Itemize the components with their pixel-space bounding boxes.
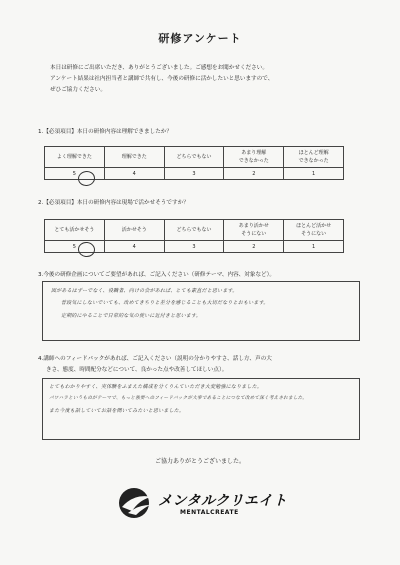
q2-option: とても活かせそう [45, 220, 105, 241]
q2-score-5[interactable]: 5 [45, 241, 105, 253]
q2-label: 2.【必須項目】本日の研修内容は現場で活かせそうですか？ [38, 200, 189, 206]
q4-answer-line: また今度も話していてお話を聞いてみたいと思いました。 [49, 408, 185, 414]
q2-score-2[interactable]: 2 [224, 241, 284, 253]
q4-answer-box[interactable] [42, 378, 360, 440]
q1-option: よく理解できた [45, 147, 105, 168]
q4-answer-line: とてもわかりやすく、実体験をふまえた構成を分くりんていただき大変勉強になりました。 [49, 384, 263, 390]
q2-score-4[interactable]: 4 [104, 241, 164, 253]
q3-label: 3.今後の研修企画についてご要望があれば、ご記入ください（研修テーマ、内容、対象など）。 [38, 272, 276, 278]
q4-label: 4.講師へのフィードバックがあれば、ご記入ください（説明の分かりやすさ、話し方、声の大 [38, 356, 272, 362]
logo-wordmark: メンタルクリエイト [158, 493, 288, 509]
q2-option: ほとんど活かせ そうにない [284, 220, 344, 241]
intro-text [50, 63, 370, 96]
q2-option: あまり活かせ そうにない [224, 220, 284, 241]
q3-answer-box[interactable] [42, 281, 360, 341]
logo-mark-icon [118, 487, 156, 519]
q3-answer-line: 普段気にしないでいても、改めてきちりと差分を感じることも大切だなりとおもいます。 [61, 300, 269, 306]
q2-option: どちらでもない [164, 220, 224, 241]
survey-title: 研修アンケート [158, 32, 242, 45]
q1-option: ほとんど理解 できなかった [284, 147, 344, 168]
q1-score-4[interactable]: 4 [104, 168, 164, 180]
q2-score-1[interactable]: 1 [284, 241, 344, 253]
q2-selected-circle [77, 241, 95, 258]
q4-answer-line: パワハラというものがテーマで、もっと強要へのフィードバックが大事であることにつなて改めて深く考えされました。 [49, 396, 308, 401]
q1-score-1[interactable]: 1 [284, 168, 344, 180]
intro-line: アンケート結果は社内担当者と講師で共有し、今後の研修に活かしたいと思いますので、 [50, 76, 274, 82]
logo-subtext: MENTALCREATE [180, 509, 239, 516]
q2-score-3[interactable]: 3 [164, 241, 224, 253]
q1-score-3[interactable]: 3 [164, 168, 224, 180]
q1-label: 1.【必須項目】本日の研修内容は理解できましたか？ [38, 129, 172, 135]
q1-selected-circle [77, 170, 96, 187]
intro-line: ぜひご協力ください。 [50, 87, 106, 93]
q1-option: 理解できた [104, 147, 164, 168]
q1-score-2[interactable]: 2 [224, 168, 284, 180]
intro-line: 本日は研修にご出席いただき、ありがとうございました。ご感想をお聞かせください。 [50, 65, 268, 71]
q2-option: 活かせそう [104, 220, 164, 241]
q4-label-cont: きさ、態度、時間配分などについて、良かった点や改善してほしい点）。 [46, 367, 228, 373]
company-logo [118, 487, 288, 519]
q1-option: どちらでもない [164, 147, 224, 168]
q3-answer-line: 定期的にやることで日常的な気の使いに近付きと思います。 [61, 313, 202, 319]
thanks-text: ご協力ありがとうございました。 [154, 458, 245, 465]
q1-score-5[interactable]: 5 [45, 168, 105, 180]
q3-answer-line: 図があるはずーでなく、役職者、向けの会があれば、とても素直だと思います。 [51, 288, 238, 294]
q1-option: あまり理解 できなかった [224, 147, 284, 168]
